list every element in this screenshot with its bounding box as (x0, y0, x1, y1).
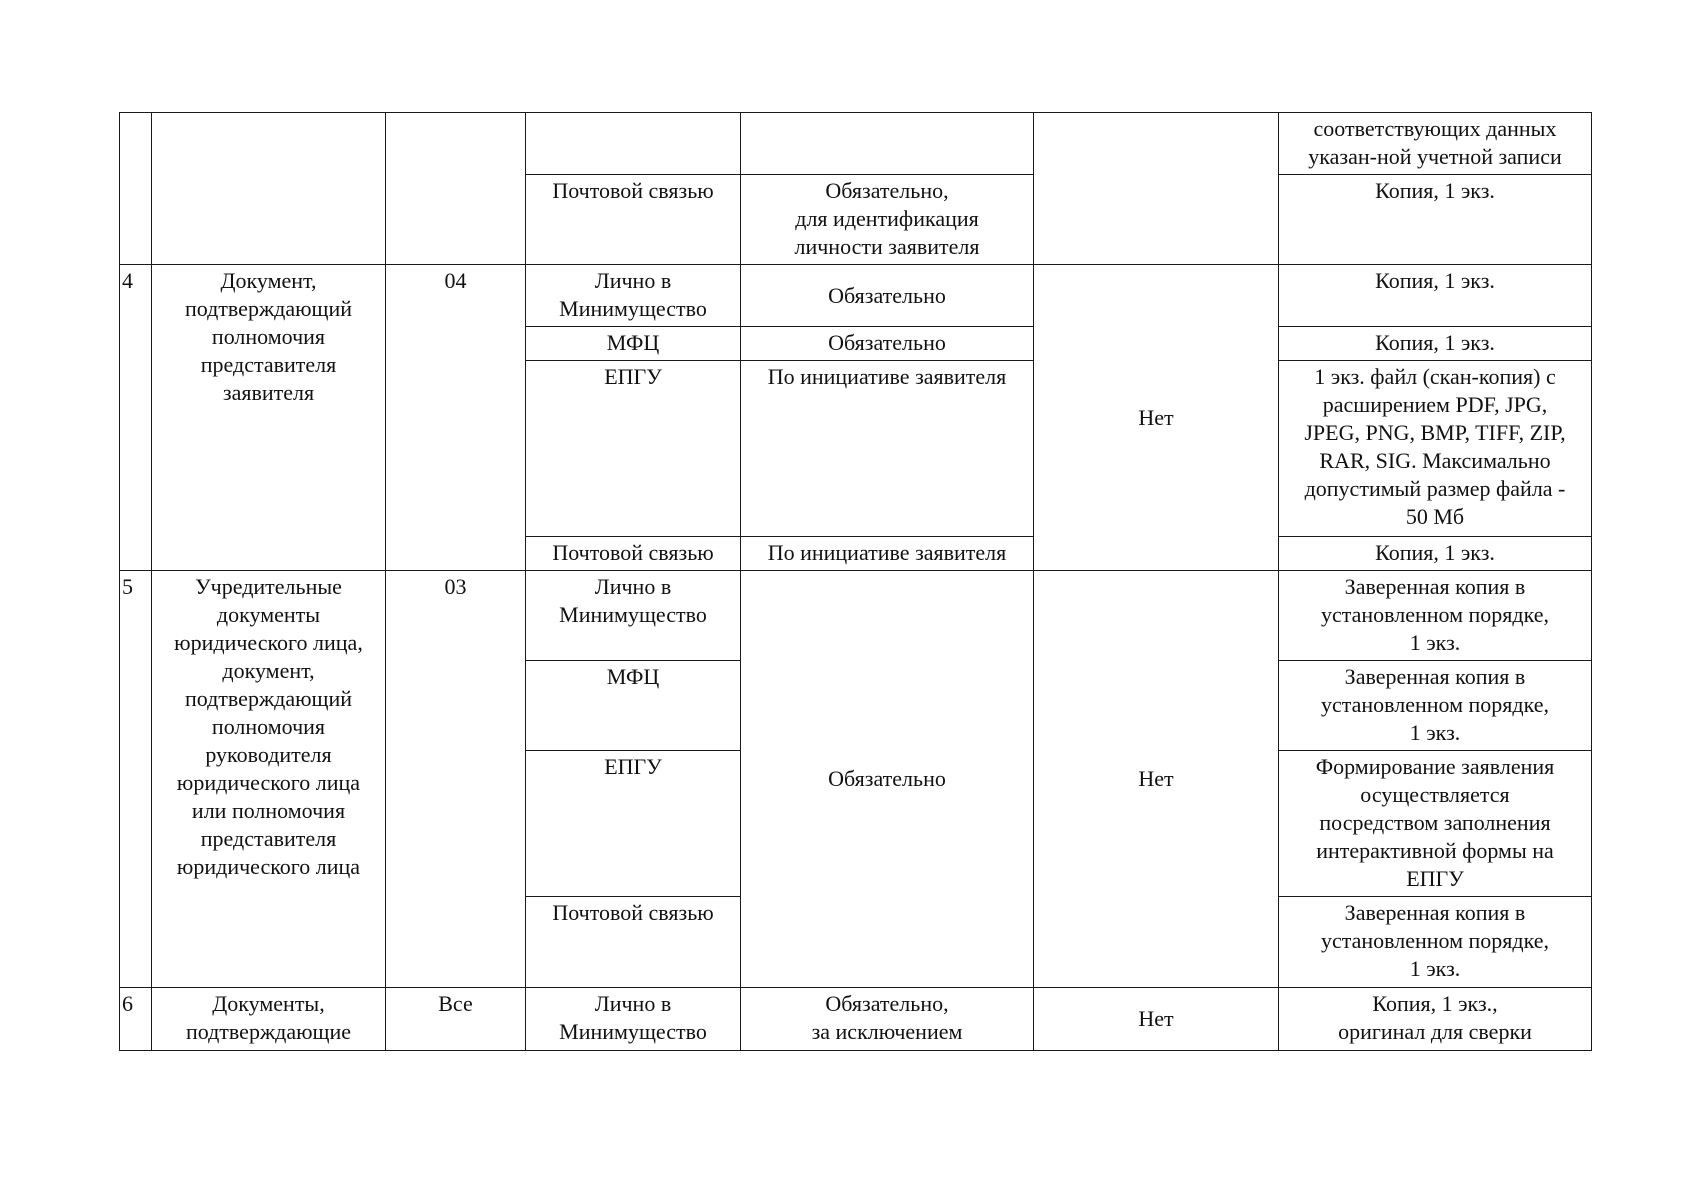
requirements-cell: Копия, 1 экз. (1279, 537, 1592, 571)
channel-cell: ЕПГУ (526, 751, 741, 897)
requirements-cell: Копия, 1 экз., оригинал для сверки (1279, 988, 1592, 1051)
document-code-cell (386, 113, 526, 265)
original-cell: Нет (1034, 265, 1279, 571)
document-table (119, 112, 1592, 1051)
channel-cell: Почтовой связью (526, 175, 741, 265)
channel-cell: Почтовой связью (526, 537, 741, 571)
original-cell (1034, 113, 1279, 265)
original-cell: Нет (1034, 988, 1279, 1051)
table-row (120, 113, 1592, 175)
original-cell: Нет (1034, 571, 1279, 988)
row-number-cell: 4 (120, 265, 152, 571)
row-number-cell: 5 (120, 571, 152, 988)
requirements-cell: Заверенная копия в установленном порядке, 1 экз. (1279, 571, 1592, 661)
necessity-cell: Обязательно, для идентификация личности заявителя (741, 175, 1034, 265)
requirements-cell: 1 экз. файл (скан-копия) с расширением PDF, JPG, JPEG, PNG, BMP, TIFF, ZIP, RAR, SIG. Максимально допустимый размер файла - 50 Мб (1279, 361, 1592, 537)
document-name-cell: Документ, подтверждающий полномочия представителя заявителя (152, 265, 386, 571)
channel-cell: ЕПГУ (526, 361, 741, 537)
channel-cell: Лично в Минимущество (526, 988, 741, 1051)
necessity-cell: Обязательно (741, 327, 1034, 361)
document-code-cell: Все (386, 988, 526, 1051)
necessity-cell (741, 113, 1034, 175)
requirements-cell: Формирование заявления осуществляется посредством заполнения интерактивной формы на ЕПГУ (1279, 751, 1592, 897)
channel-cell: МФЦ (526, 327, 741, 361)
document-name-cell (152, 113, 386, 265)
necessity-cell: По инициативе заявителя (741, 537, 1034, 571)
table-row (120, 988, 1592, 1051)
requirements-cell: Заверенная копия в установленном порядке, 1 экз. (1279, 897, 1592, 988)
requirements-cell: Копия, 1 экз. (1279, 175, 1592, 265)
necessity-cell: По инициативе заявителя (741, 361, 1034, 537)
necessity-cell: Обязательно (741, 265, 1034, 327)
channel-cell: МФЦ (526, 661, 741, 751)
row-number-cell: 6 (120, 988, 152, 1051)
document-code-cell: 03 (386, 571, 526, 988)
document-name-cell: Документы, подтверждающие (152, 988, 386, 1051)
channel-cell (526, 113, 741, 175)
row-number-cell (120, 113, 152, 265)
document-code-cell: 04 (386, 265, 526, 571)
table-row (120, 571, 1592, 661)
requirements-cell: Заверенная копия в установленном порядке, 1 экз. (1279, 661, 1592, 751)
table-row (120, 265, 1592, 327)
necessity-cell: Обязательно, за исключением (741, 988, 1034, 1051)
channel-cell: Лично в Минимущество (526, 265, 741, 327)
document-name-cell: Учредительные документы юридического лица, документ, подтверждающий полномочия руководителя юридического лица или полномочия представителя юридического лица (152, 571, 386, 988)
requirements-cell: Копия, 1 экз. (1279, 265, 1592, 327)
necessity-cell: Обязательно (741, 571, 1034, 988)
channel-cell: Лично в Минимущество (526, 571, 741, 661)
requirements-cell: соответствующих данных указан-ной учетной записи (1279, 113, 1592, 175)
requirements-cell: Копия, 1 экз. (1279, 327, 1592, 361)
channel-cell: Почтовой связью (526, 897, 741, 988)
